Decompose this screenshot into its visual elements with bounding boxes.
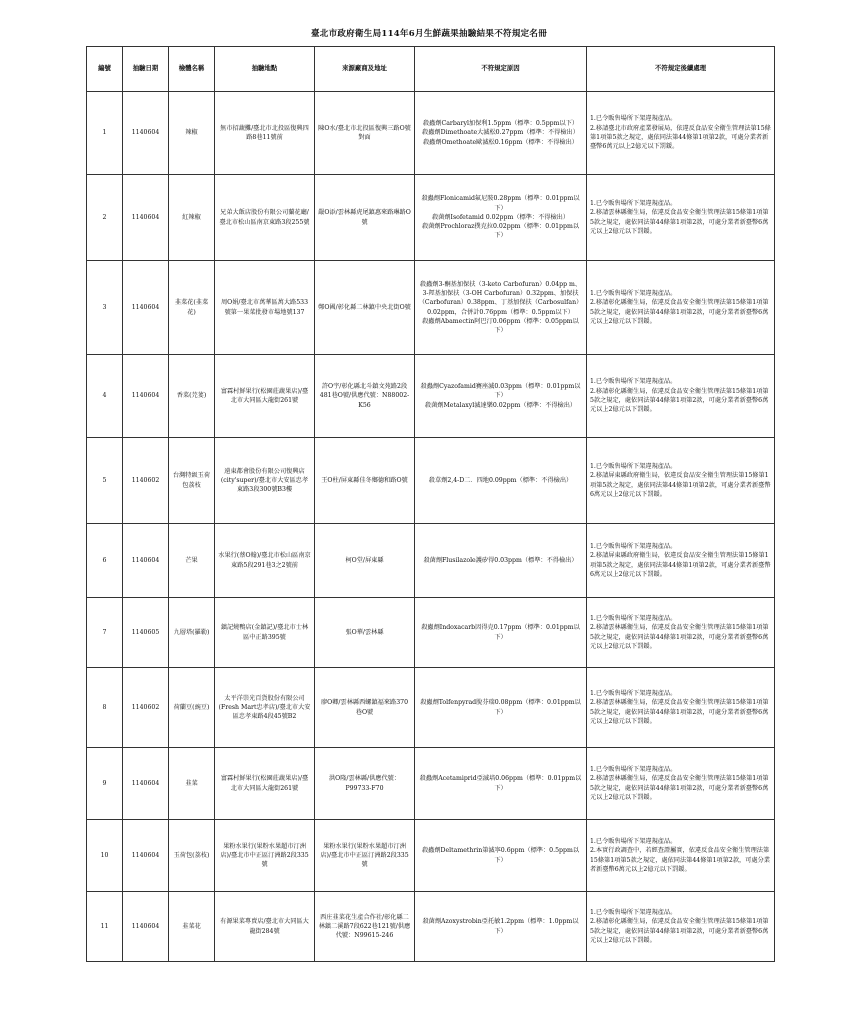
follow-up-action: 1.已令販售場所下架違規產品。 (590, 908, 677, 916)
sample-date: 1140605 (123, 598, 169, 668)
violation-reason: 殺蟲劑Tolfenpyrad脫芬瑞0.08ppm（標準：0.01ppm以下） (420, 699, 581, 716)
table-row (87, 175, 775, 261)
source-vendor: 王O柱/屏東縣佳冬鄉德和路O號 (315, 438, 415, 524)
follow-up-actions (587, 668, 775, 748)
follow-up-action: 2.移請雲林縣衛生局，依違反食品安全衛生管理法第15條第1項第5款之規定，處依同法第44條第1項第2款，可處分業者新臺幣6萬元以上2億元以下罰鍰。 (590, 209, 769, 235)
table-row (87, 261, 775, 355)
header-row (87, 47, 775, 92)
table-row (87, 820, 775, 892)
follow-up-action: 2.移請彰化縣衛生局，依違反食品安全衛生管理法第15條第1項第5款之規定，處依同法第44條第1項第2款，可處分業者新臺幣6萬元以上2億元以下罰鍰。 (590, 299, 769, 325)
sample-date: 1140604 (123, 175, 169, 261)
col-header-date: 抽驗日期 (123, 47, 169, 92)
sample-name: 韭菜 (169, 748, 215, 820)
sample-name: 韭菜花(韭菜花) (169, 261, 215, 355)
table-row (87, 524, 775, 598)
violation-reason: 殺蟲劑Deltamethrin第滅寧0.6ppm（標準：0.5ppm以下） (421, 847, 580, 864)
sample-date: 1140604 (123, 892, 169, 962)
violation-reason: 殺菌劑Azoxystrobin亞托敏1.2ppm（標準：1.0ppm以下） (422, 918, 579, 935)
col-header-reason: 不符規定原因 (415, 47, 587, 92)
sample-name: 韭菜花 (169, 892, 215, 962)
sample-name: 台灣特級玉荷包荔枝 (169, 438, 215, 524)
violation-reasons (415, 175, 587, 261)
follow-up-action: 1.已令販售場所下架違規產品。 (590, 199, 677, 207)
sampling-location: 富霖村鮮果行(松園莊蔬果店)/臺北市大同區大龍街261號 (215, 748, 315, 820)
row-number: 9 (87, 748, 123, 820)
violation-reasons (415, 92, 587, 175)
sample-name: 芒果 (169, 524, 215, 598)
follow-up-actions (587, 524, 775, 598)
violation-reasons (415, 598, 587, 668)
sample-name: 辣椒 (169, 92, 215, 175)
follow-up-action: 1.已令販售場所下架違規產品。 (590, 614, 677, 622)
violation-reason: 殺菌劑Prochloraz撲克拉0.02ppm（標準：0.01ppm以下） (421, 223, 580, 240)
sample-date: 1140604 (123, 92, 169, 175)
follow-up-action: 1.已令販售場所下架違規產品。 (590, 689, 677, 697)
table-row (87, 598, 775, 668)
violation-reason: 殺蟲劑Carbaryl加保利1.5ppm（標準：0.5ppm以下） (422, 120, 579, 128)
violation-reasons (415, 892, 587, 962)
sample-date: 1140604 (123, 355, 169, 438)
col-header-action: 不符規定後續處理 (587, 47, 775, 92)
violation-reason: 殺蟲劑Indoxacarb因得克0.17ppm（標準：0.01ppm以下） (421, 624, 580, 641)
sample-name: 玉荷包(荔枝) (169, 820, 215, 892)
sampling-location: 兄弟大飯店股份有限公司蘭花廳/臺北市松山區南京東路3段255號 (215, 175, 315, 261)
follow-up-action: 2.移請臺北市政府產業發展局，依違反食品安全衛生管理法第15條第1項第5款之規定，處依同法第44條第1項第2款，可處分業者新臺幣6萬元以上2億元以下罰鍰。 (590, 124, 771, 151)
sample-date: 1140604 (123, 524, 169, 598)
follow-up-action: 1.已令販售場所下架違規產品。 (590, 289, 677, 297)
violation-reasons (415, 668, 587, 748)
document-title: 臺北市政府衛生局114年6月生鮮蔬果抽驗結果不符規定名冊 (310, 29, 548, 39)
follow-up-action: 2.移請屏東縣政府衛生局，依違反食品安全衛生管理法第15條第1項第5款之規定，處依同法第44條第1項第2款，可處分業者新臺幣6萬元以上2億元以下罰鍰。 (590, 472, 771, 498)
follow-up-actions (587, 355, 775, 438)
follow-up-action: 2.移請雲林縣衛生局，依違反食品安全衛生管理法第15條第1項第5款之規定，處依同法第44條第1項第2款，可處分業者新臺幣6萬元以上2億元以下罰鍰。 (590, 624, 769, 650)
follow-up-action: 1.已令販售場所下架違規產品。 (590, 378, 677, 386)
sample-date: 1140602 (123, 438, 169, 524)
source-vendor: 嚴O添/雲林縣虎尾鎮惠來路琳路O號 (315, 175, 415, 261)
table-row (87, 668, 775, 748)
violation-reason: 殺蟲劑Acetamiprid亞滅培0.06ppm（標準：0.01ppm以下） (419, 775, 582, 792)
source-vendor: 洪O隆/雲林縣/供應代號：P99733-F70 (315, 748, 415, 820)
follow-up-action: 1.已令販售場所下架違規產品。 (590, 837, 677, 845)
col-header-no: 編號 (87, 47, 123, 92)
follow-up-action: 2.移請屏東縣政府衛生局，依違反食品安全衛生管理法第15條第1項第5款之規定，處依同法第44條第1項第2款，可處分業者新臺幣6萬元以上2億元以下罰鍰。 (590, 552, 771, 578)
row-number: 4 (87, 355, 123, 438)
follow-up-action: 2.移請彰化縣衛生局，依違反食品安全衛生管理法第15條第1項第5款之規定，處依同法第44條第1項第2款，可處分業者新臺幣6萬元以上2億元以下罰鍰。 (590, 918, 769, 944)
follow-up-action: 2.本實行政調查中，若經查證屬實，依違反食品安全衛生管理法第15條第1項第5款之規定，處依同法第44條第1項第2款，可處分業者新臺幣6萬元以上2億元以下罰鍰。 (590, 847, 770, 873)
source-vendor: 廖O卿/雲林縣西螺鎮福來路370巷O號 (315, 668, 415, 748)
follow-up-actions (587, 892, 775, 962)
sample-name: 荷蘭豆(豌豆) (169, 668, 215, 748)
follow-up-action: 1.已令販售場所下架違規產品。 (590, 462, 677, 470)
source-vendor: 鄭O國/彰化縣二林鎮中央北街O號 (315, 261, 415, 355)
violation-reason: 殺菌劑Metalaxyl滅達樂0.02ppm（標準：不得檢出） (424, 401, 577, 409)
sample-date: 1140604 (123, 820, 169, 892)
violation-reasons (415, 438, 587, 524)
col-header-item: 檢體名稱 (169, 47, 215, 92)
violation-reason: 殺菌劑Isofetamid 0.02ppm（標準：不得檢出） (431, 213, 570, 221)
row-number: 10 (87, 820, 123, 892)
table-row (87, 355, 775, 438)
sampling-location: 水果行(蔡O翰)/臺北市松山區南京東路5段291巷3之2號前 (215, 524, 315, 598)
sample-date: 1140604 (123, 261, 169, 355)
follow-up-action: 1.已令販售場所下架違規產品。 (590, 765, 677, 773)
follow-up-action: 1.已令販售場所下架違規產品。 (590, 115, 677, 123)
table-row (87, 438, 775, 524)
table-row (87, 92, 775, 175)
follow-up-actions (587, 92, 775, 175)
follow-up-actions (587, 748, 775, 820)
table-row (87, 748, 775, 820)
sampling-location: 周O娟/臺北市萬華區萬大路533號第一果菜批發市場地號137 (215, 261, 315, 355)
violation-reason: 殺蟲劑3-酮基加保扶（3-keto Carbofuran）0.04pp m、3-羥基加保扶（3-OH Carbofuran）0.32ppm、加保扶（Carbofuran）0.38ppm、丁基加保扶（Carbosulfan）0.02ppm，合併計0.76ppm（標準：0.5ppm以下） (418, 280, 583, 316)
row-number: 6 (87, 524, 123, 598)
violation-reasons (415, 524, 587, 598)
violation-reasons (415, 748, 587, 820)
follow-up-actions (587, 438, 775, 524)
sampling-location: 果粉水果行(果粉水果超市汀洲店)/臺北市中正區汀洲路2段335號 (215, 820, 315, 892)
violation-reason: 殺蟲劑Omethoate歐滅松0.16ppm（標準：不得檢出） (422, 138, 578, 146)
col-header-source: 來源廠商及地址 (315, 47, 415, 92)
follow-up-action: 2.移請雲林縣衛生局，依違反食品安全衛生管理法第15條第1項第5款之規定，處依同法第44條第1項第2款，可處分業者新臺幣6萬元以上2億元以下罰鍰。 (590, 775, 769, 801)
table-row (87, 892, 775, 962)
source-vendor: 張O華/雲林縣 (315, 598, 415, 668)
sampling-location: 鎮記燒鴨店(金鎮記)/臺北市士林區中正路395號 (215, 598, 315, 668)
source-vendor: 陳O水/臺北市北投區復興三路O號對面 (315, 92, 415, 175)
source-vendor: 西庄韭菜花生產合作社/彰化縣二林鎮二溪路7段622巷121號/供應代號：N99615-246 (315, 892, 415, 962)
sample-date: 1140602 (123, 668, 169, 748)
row-number: 7 (87, 598, 123, 668)
sample-name: 紅辣椒 (169, 175, 215, 261)
row-number: 3 (87, 261, 123, 355)
follow-up-action: 1.已令販售場所下架違規產品。 (590, 542, 677, 550)
follow-up-actions (587, 261, 775, 355)
follow-up-actions (587, 175, 775, 261)
sampling-location: 富霖村鮮果行(松園莊蔬果店)/臺北市大同區大龍街261號 (215, 355, 315, 438)
table-body (87, 92, 775, 962)
row-number: 1 (87, 92, 123, 175)
source-vendor: 許O宇/彰化縣北斗鎮文苑路2段481巷O號/供應代號：N88002-K56 (315, 355, 415, 438)
source-vendor: 柯O堂/屏東縣 (315, 524, 415, 598)
row-number: 2 (87, 175, 123, 261)
violation-reason: 殺蟲劑Abamectin阿巴汀0.06ppm（標準：0.05ppm以下） (422, 317, 579, 335)
violation-reason: 殺蟲劑Flonicamid氟尼胺0.28ppm（標準：0.01ppm以下） (421, 195, 580, 212)
violation-reasons (415, 261, 587, 355)
col-header-place: 抽驗地點 (215, 47, 315, 92)
sampling-location: 無市招蔬攤/臺北市北投區復興四路8巷11號前 (215, 92, 315, 175)
sampling-location: 太平洋崇光百貨股份有限公司(Fresh Mart忠孝店)/臺北市大安區忠孝東路4段45號B2 (215, 668, 315, 748)
row-number: 11 (87, 892, 123, 962)
sampling-location: 遠東都會股份有限公司復興店(city'super)/臺北市大安區忠孝東路3段300號B3樓 (215, 438, 315, 524)
sample-name: 九層塔(羅勒) (169, 598, 215, 668)
row-number: 8 (87, 668, 123, 748)
violation-reason: 殺蟲劑Cyazofamid賽座滅0.03ppm（標準：0.01ppm以下） (420, 383, 581, 400)
violation-reason: 殺菌劑Flusilazole護矽得0.03ppm（標準：不得檢出） (423, 556, 578, 564)
results-table (86, 46, 775, 962)
violation-reasons (415, 820, 587, 892)
violation-reason: 殺草劑2,4-D二．四地0.09ppm（標準：不得檢出） (428, 476, 573, 484)
follow-up-actions (587, 598, 775, 668)
sampling-location: 有源果菜專賣店/臺北市大同區大龍街284號 (215, 892, 315, 962)
follow-up-actions (587, 820, 775, 892)
violation-reasons (415, 355, 587, 438)
sample-date: 1140604 (123, 748, 169, 820)
follow-up-action: 2.移請彰化縣衛生局，依違反食品安全衛生管理法第15條第1項第5款之規定，處依同法第44條第1項第2款，可處分業者新臺幣6萬元以上2億元以下罰鍰。 (590, 387, 769, 414)
sample-name: 香菜(芫荽) (169, 355, 215, 438)
source-vendor: 果粉水果行(果粉水果超市汀洲店)/臺北市中正區汀洲路2段335號 (315, 820, 415, 892)
follow-up-action: 2.移請雲林縣衛生局，依違反食品安全衛生管理法第15條第1項第5款之規定，處依同法第44條第1項第2款，可處分業者新臺幣6萬元以上2億元以下罰鍰。 (590, 699, 769, 725)
row-number: 5 (87, 438, 123, 524)
violation-reason: 殺蟲劑Dimethoate大滅松0.27ppm（標準：不得檢出） (422, 129, 579, 137)
